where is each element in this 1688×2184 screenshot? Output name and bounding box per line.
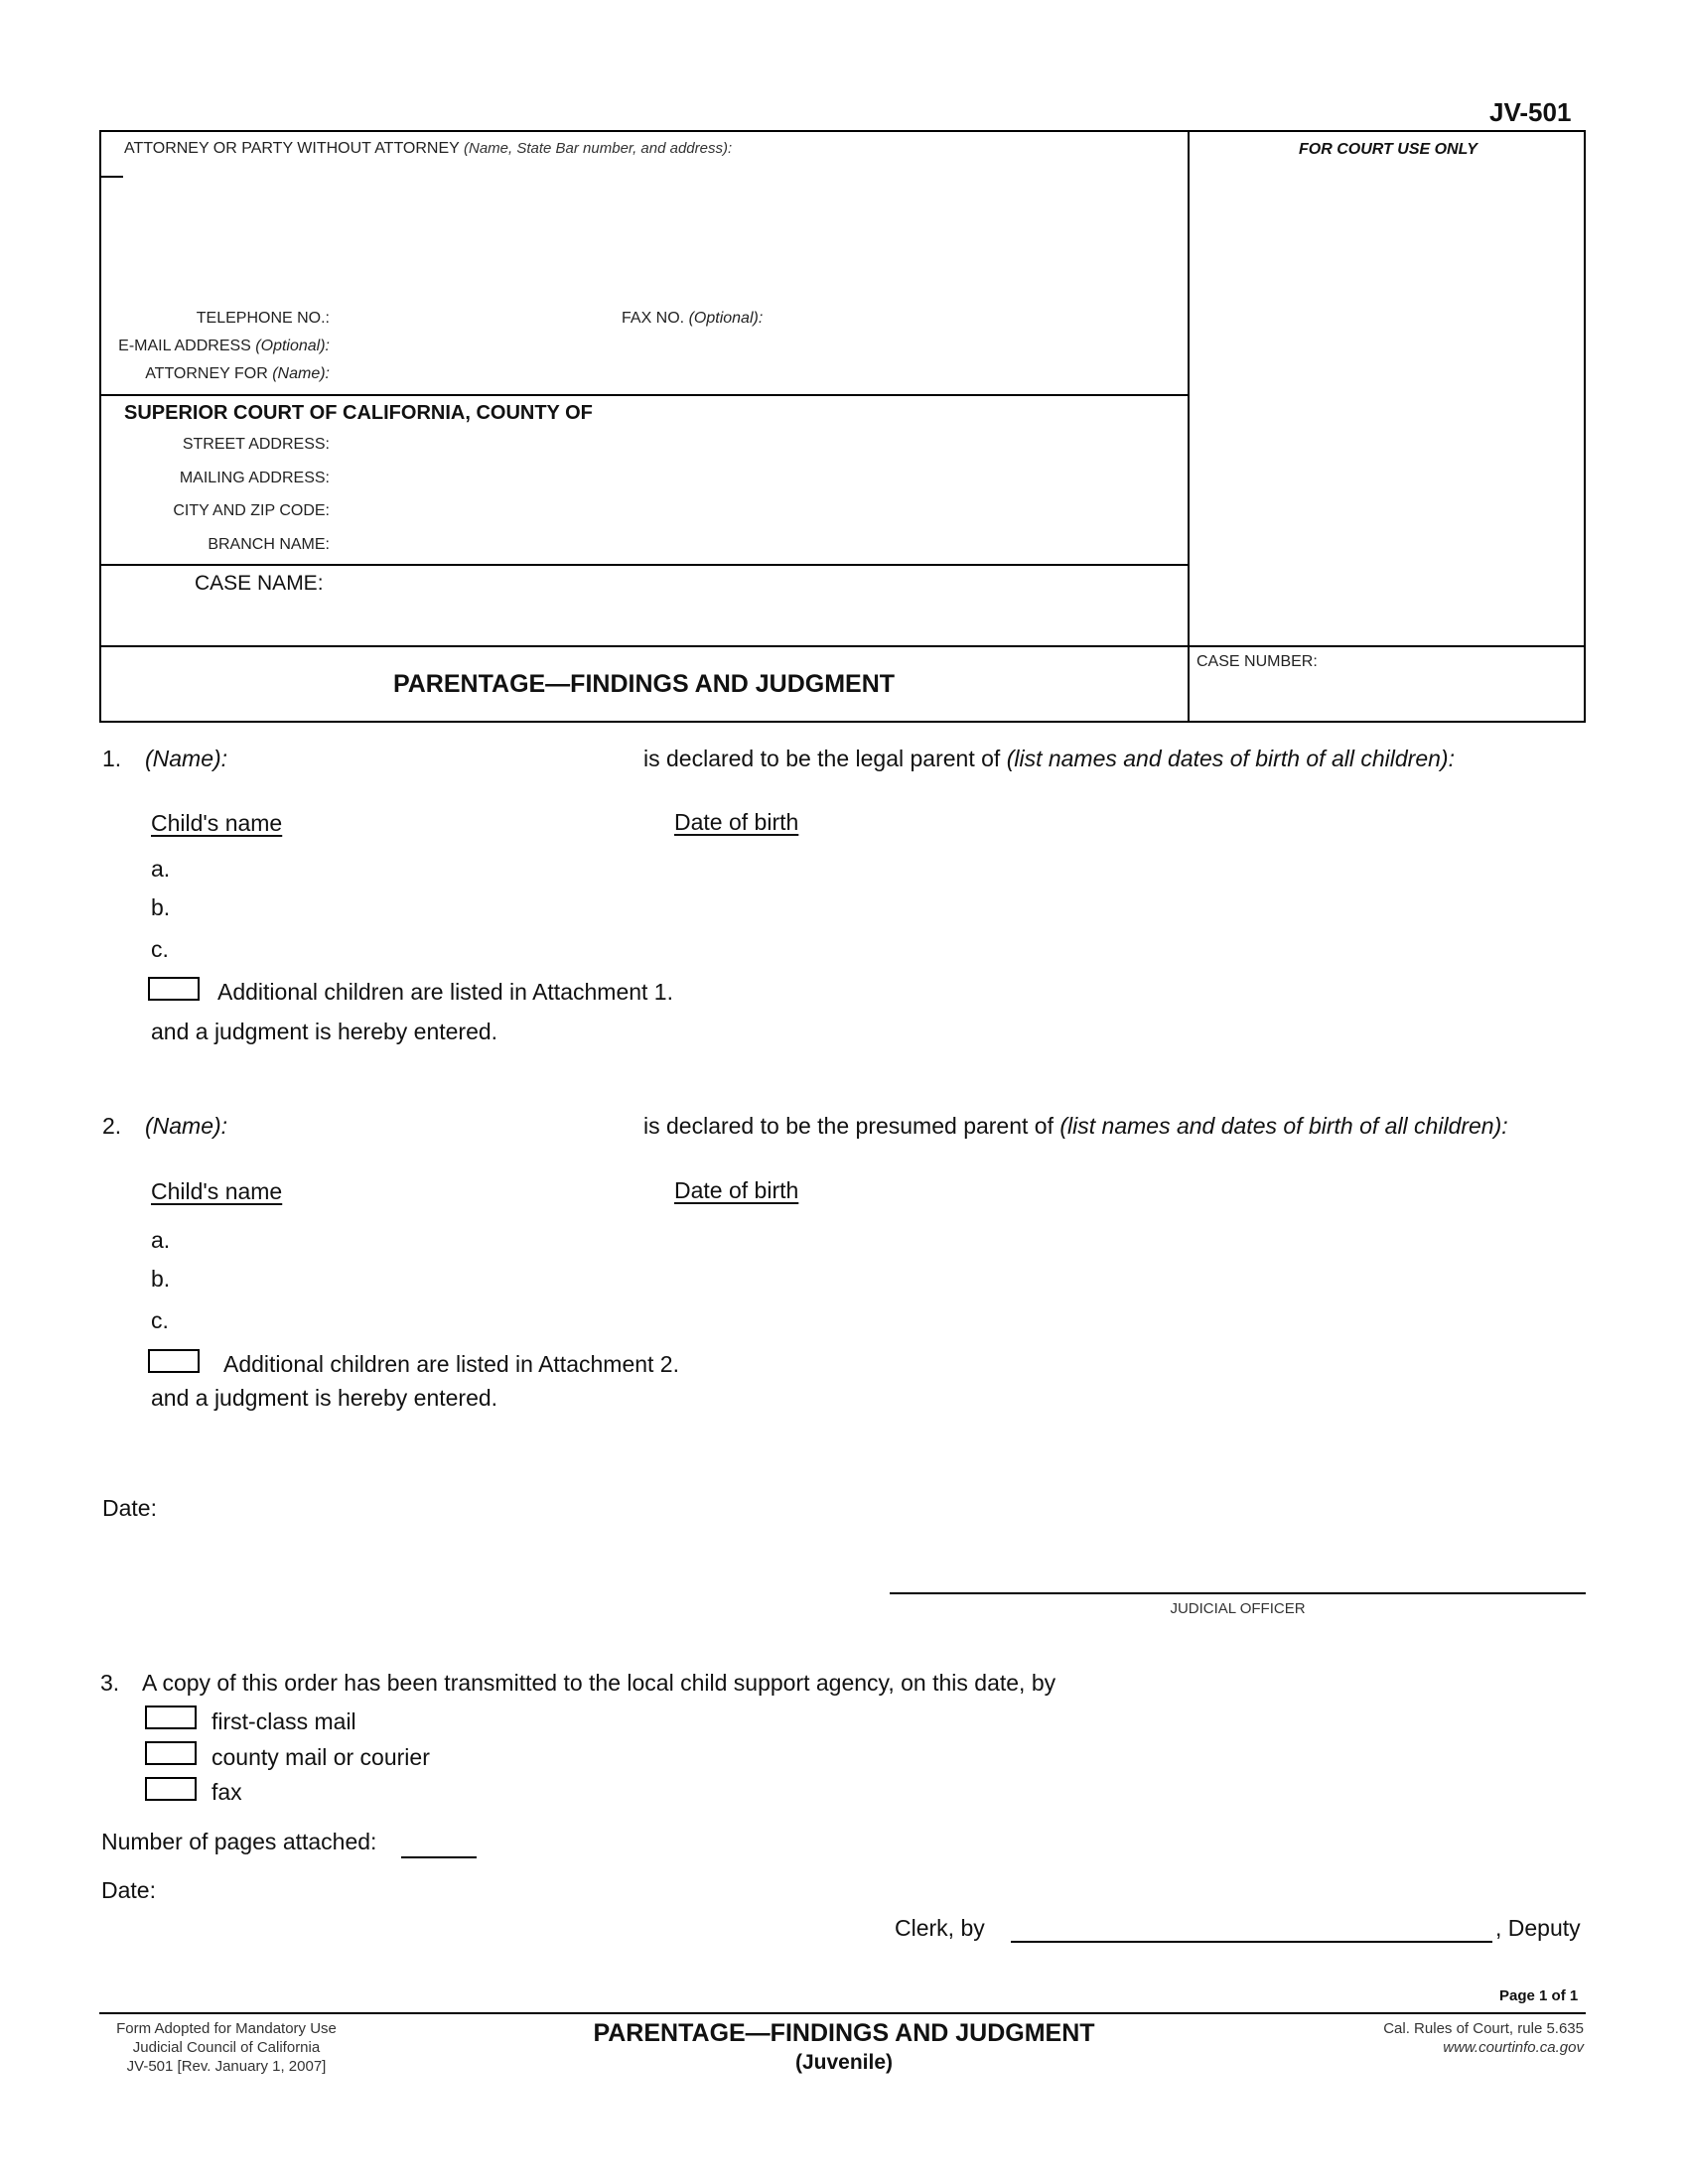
court-use-label: FOR COURT USE ONLY — [1299, 141, 1477, 158]
item2-row-b: b. — [151, 1266, 171, 1292]
judicial-officer-label: JUDICIAL OFFICER — [1170, 1600, 1306, 1617]
item2-additional-text: Additional children are listed in Attachment 2. — [223, 1351, 679, 1377]
case-number-label: CASE NUMBER: — [1196, 653, 1318, 670]
item1-row-a: a. — [151, 856, 171, 882]
form-adopted-block: Form Adopted for Mandatory Use Judicial Council of California JV-501 [Rev. January 1, 2007] — [116, 2020, 337, 2075]
item2-judgment-text: and a judgment is hereby entered. — [151, 1385, 498, 1411]
attorney-for-label: ATTORNEY FOR (Name): — [145, 365, 330, 382]
item1-additional-text: Additional children are listed in Attachment 1. — [217, 979, 673, 1005]
date-label: Date: — [102, 1495, 157, 1521]
item1-row-c: c. — [151, 936, 169, 962]
branch-name-label: BRANCH NAME: — [208, 536, 330, 553]
fax-label: FAX NO. (Optional): — [622, 310, 764, 327]
document-title: PARENTAGE—FINDINGS AND JUDGMENT — [392, 670, 896, 698]
item2-col-date-of-birth: Date of birth — [674, 1177, 799, 1203]
item1-number: 1. — [102, 746, 122, 771]
first-class-mail-label: first-class mail — [211, 1708, 356, 1734]
mailing-address-label: MAILING ADDRESS: — [179, 470, 330, 486]
item2-row-a: a. — [151, 1227, 171, 1253]
caption-box — [99, 130, 1586, 723]
footer-subtitle: (Juvenile) — [794, 2051, 894, 2074]
item1-declaration: is declared to be the legal parent of (list names and dates of birth of all children): — [643, 746, 1455, 771]
footer-rule — [99, 2012, 1586, 2014]
item1-judgment-text: and a judgment is hereby entered. — [151, 1019, 498, 1044]
item2-row-c: c. — [151, 1307, 169, 1333]
first-class-mail-checkbox[interactable] — [145, 1706, 197, 1729]
city-zip-label: CITY AND ZIP CODE: — [173, 502, 330, 519]
judicial-officer-signature-line[interactable] — [890, 1592, 1586, 1594]
caption-divider — [1188, 130, 1190, 723]
item3-number: 3. — [100, 1670, 120, 1696]
item3-text: A copy of this order has been transmitted to the local child support agency, on this date, by — [142, 1670, 1056, 1696]
fax-label: fax — [211, 1779, 242, 1805]
pages-attached-label: Number of pages attached: — [101, 1829, 377, 1854]
clerk-signature-line[interactable] — [1011, 1941, 1492, 1943]
footer-title: PARENTAGE—FINDINGS AND JUDGMENT — [593, 2019, 1095, 2047]
street-address-label: STREET ADDRESS: — [182, 436, 330, 453]
pages-attached-field[interactable] — [401, 1856, 477, 1858]
item2-number: 2. — [102, 1113, 122, 1139]
county-mail-checkbox[interactable] — [145, 1741, 197, 1765]
case-name-label: CASE NAME: — [195, 572, 324, 595]
page-indicator: Page 1 of 1 — [1499, 1987, 1579, 2004]
item1-col-date-of-birth: Date of birth — [674, 809, 799, 835]
fax-checkbox[interactable] — [145, 1777, 197, 1801]
item1-name-label: (Name): — [145, 746, 228, 771]
item1-col-child-name: Child's name — [151, 810, 283, 836]
telephone-label: TELEPHONE NO.: — [196, 310, 330, 327]
county-mail-label: county mail or courier — [211, 1744, 430, 1770]
rules-block: Cal. Rules of Court, rule 5.635 www.courtinfo.ca.gov — [1288, 2019, 1584, 2057]
item1-additional-checkbox[interactable] — [148, 977, 200, 1001]
item1-row-b: b. — [151, 894, 171, 920]
website-link[interactable]: www.courtinfo.ca.gov — [1443, 2039, 1584, 2056]
item2-name-label: (Name): — [145, 1113, 228, 1139]
clerk-label: Clerk, by — [895, 1915, 985, 1941]
item2-declaration: is declared to be the presumed parent of (list names and dates of birth of all children): — [643, 1113, 1508, 1139]
attorney-label: ATTORNEY OR PARTY WITHOUT ATTORNEY (Name, State Bar number, and address): — [124, 140, 733, 157]
item2-col-child-name: Child's name — [151, 1178, 283, 1204]
date2-label: Date: — [101, 1877, 156, 1903]
form-number: JV-501 — [1489, 97, 1572, 127]
deputy-label: , Deputy — [1495, 1915, 1581, 1941]
court-title: SUPERIOR COURT OF CALIFORNIA, COUNTY OF — [124, 402, 593, 424]
email-label: E-MAIL ADDRESS (Optional): — [118, 338, 330, 354]
item2-additional-checkbox[interactable] — [148, 1349, 200, 1373]
